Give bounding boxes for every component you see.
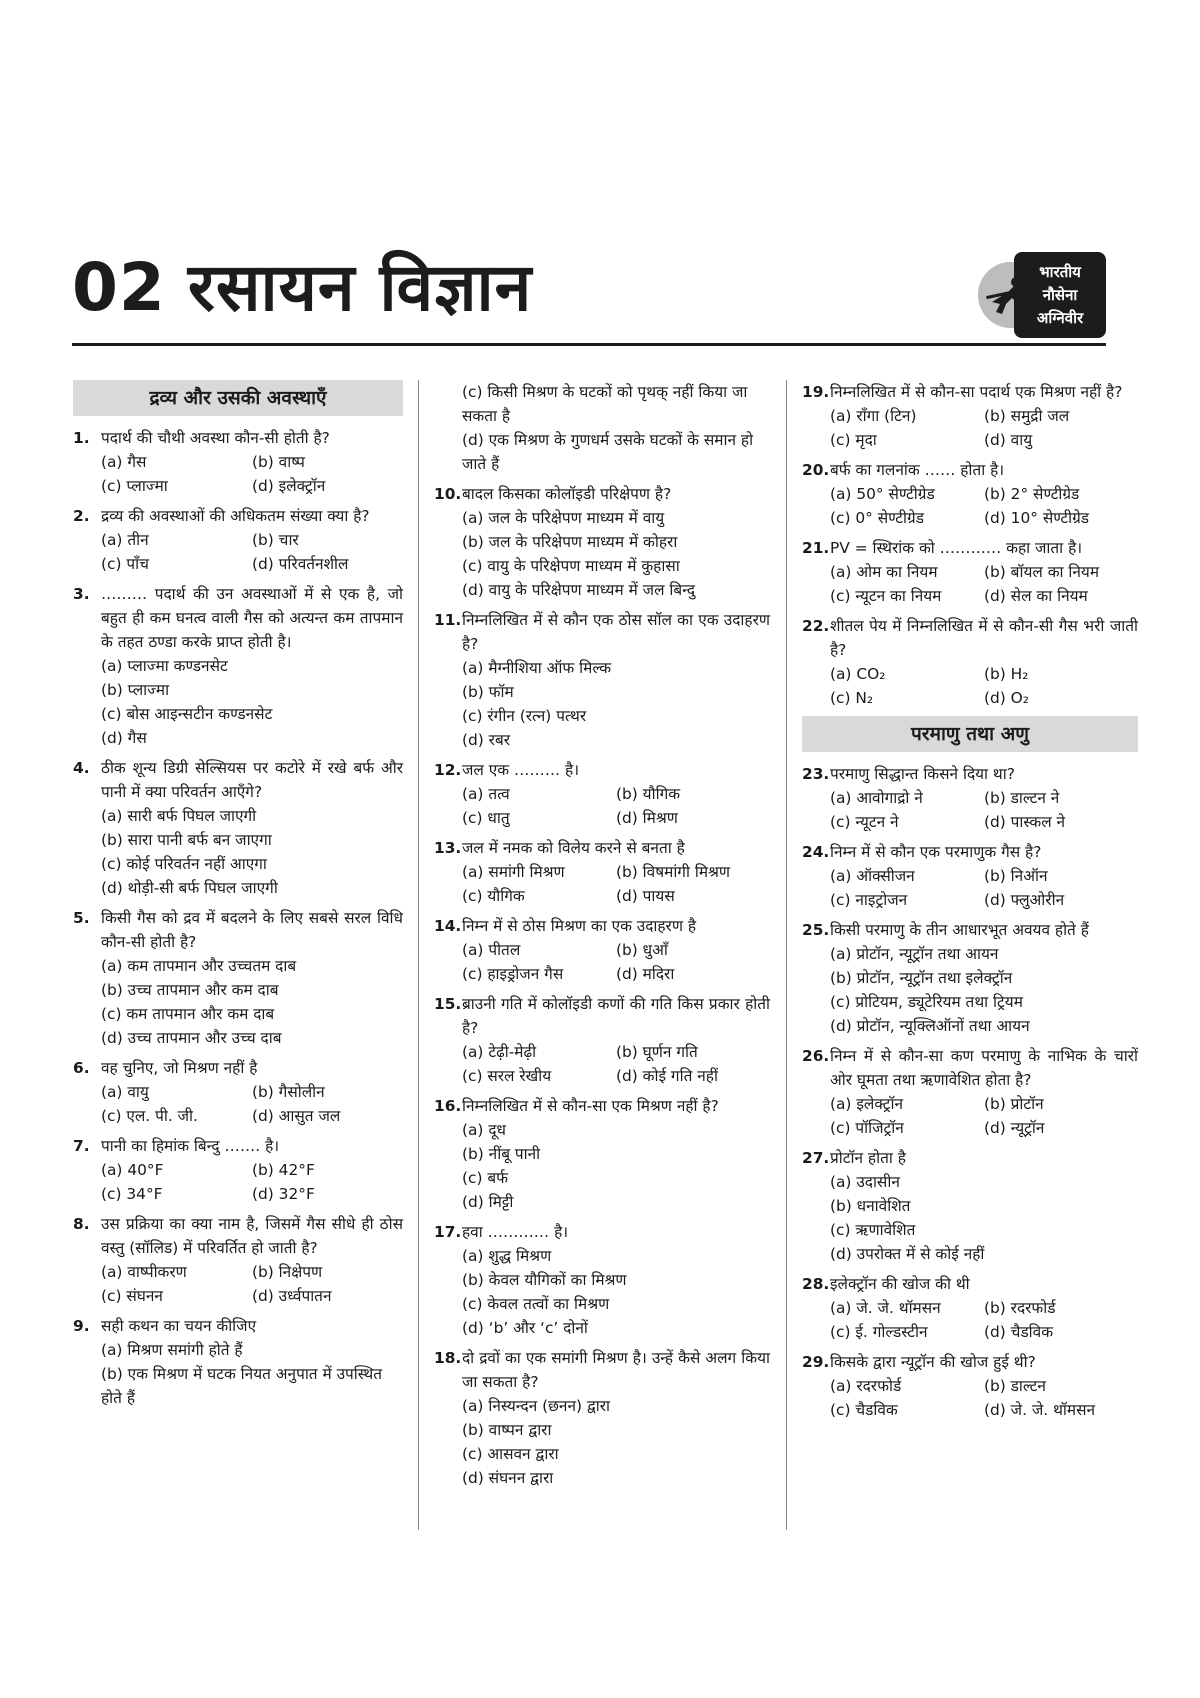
question-text: शीतल पेय में निम्नलिखित में से कौन-सी गैस भरी जाती है? [830,617,1138,659]
option: (c) यौगिक [462,887,525,905]
option-list [101,1158,403,1206]
question-number: 8. [73,1215,90,1233]
option-list [462,656,770,752]
option: (d) आसुत जल [252,1107,341,1125]
question-text: पदार्थ की चौथी अवस्था कौन-सी होती है? [101,429,330,447]
option: (d) संघनन द्वारा [462,1469,554,1487]
option-list [830,1092,1138,1140]
option-list [830,786,1138,834]
option: (c) सरल रेखीय [462,1067,552,1085]
option: (b) धनावेशित [830,1197,911,1215]
question-number: 9. [73,1317,90,1335]
question-item [802,918,1138,1038]
option: (d) 32°F [252,1185,315,1203]
option-row [830,864,1138,888]
question-text: जल में नमक को विलेय करने से बनता है [462,839,685,857]
option-row [830,662,1138,686]
option-list [462,1244,770,1340]
question-item [802,1350,1138,1422]
question-item [73,1134,403,1206]
option: (d) वायु [984,431,1033,449]
option: (c) चैडविक [830,1401,898,1419]
option: (b) बॉयल का नियम [984,563,1100,581]
question-number: 4. [73,759,90,777]
option: (c) संघनन [101,1287,163,1305]
question-text: दो द्रवों का एक समांगी मिश्रण है। उन्हें कैसे अलग किया जा सकता है? [462,1349,770,1391]
option-row [830,482,1138,506]
option: (a) सारी बर्फ पिघल जाएगी [101,807,257,825]
question-number: 19. [802,383,830,401]
option: (a) कम तापमान और उच्चतम दाब [101,957,297,975]
option: (a) 50° सेण्टीग्रेड [830,485,935,503]
option: (c) 34°F [101,1185,163,1203]
question-list [802,762,1138,1422]
option-row [830,1320,1138,1344]
option: (a) उदासीन [830,1173,900,1191]
chapter-header [72,238,1108,348]
option: (a) समांगी मिश्रण [462,863,565,881]
option: (d) उर्ध्वपातन [252,1287,332,1305]
option-row [830,686,1138,710]
option: (b) डाल्टन ने [984,789,1060,807]
question-item [73,1314,403,1410]
question-number: 3. [73,585,90,603]
option-list [462,860,770,908]
option: (a) टेढ़ी-मेढ़ी [462,1043,537,1061]
question-number: 1. [73,429,90,447]
option: (b) धुआँ [616,941,668,959]
question-number: 12. [434,761,462,779]
option-list [462,1040,770,1088]
option: (d) चैडविक [984,1323,1054,1341]
option: (d) गैस [101,729,147,747]
option: (d) न्यूट्रॉन [984,1119,1045,1137]
question-number: 26. [802,1047,830,1065]
question-text: बादल किसका कोलॉइडी परिक्षेपण है? [462,485,672,503]
option: (c) हाइड्रोजन गैस [462,965,564,983]
option-list [830,1170,1138,1266]
option-row [462,782,770,806]
option: (b) जल के परिक्षेपण माध्यम में कोहरा [462,533,678,551]
option: (c) N₂ [830,689,874,707]
option: (d) प्रोटॉन, न्यूक्लिऑनों तथा आयन [830,1017,1030,1035]
option: (a) इलेक्ट्रॉन [830,1095,903,1113]
option: (c) रंगीन (रत्न) पत्थर [462,707,587,725]
option: (b) प्रोटॉन [984,1095,1044,1113]
option-list [462,1118,770,1214]
question-text: सही कथन का चयन कीजिए [101,1317,257,1335]
option-row [830,786,1138,810]
question-number: 16. [434,1097,462,1115]
option-row [830,1296,1138,1320]
question-item [434,914,770,986]
option-list [830,404,1138,452]
option: (c) मृदा [830,431,877,449]
question-item [802,1272,1138,1344]
option: (a) गैस [101,453,147,471]
question-item [802,458,1138,530]
option: (a) रदरफोर्ड [830,1377,902,1395]
option: (c) वायु के परिक्षेपण माध्यम में कुहासा [462,557,680,575]
column-divider [418,380,419,1530]
column-divider [786,380,787,1530]
question-number: 25. [802,921,830,939]
option-list [462,506,770,602]
badge-line-3: अग्निवीर [1036,308,1084,327]
option-row [830,1116,1138,1140]
option-row [101,528,403,552]
option-row [101,474,403,498]
option: (d) इलेक्ट्रॉन [252,477,326,495]
option: (d) सेल का नियम [984,587,1088,605]
question-item [73,582,403,750]
question-continuation [434,380,770,476]
option: (c) ऋणावेशित [830,1221,916,1239]
option: (d) मदिरा [616,965,675,983]
option: (c) ई. गोल्डस्टीन [830,1323,928,1341]
question-item [73,426,403,498]
question-text: PV = स्थिरांक को ………… कहा जाता है। [830,539,1083,557]
option-row [462,1064,770,1088]
question-text: ब्राउनी गति में कोलॉइडी कणों की गति किस प्रकार होती है? [462,995,770,1037]
option: (b) गैसोलीन [252,1083,325,1101]
option: (b) प्रोटॉन, न्यूट्रॉन तथा इलेक्ट्रॉन [830,969,1013,987]
question-item [73,756,403,900]
option: (d) मिट्टी [462,1193,514,1211]
option: (a) तीन [101,531,149,549]
option: (a) वायु [101,1083,149,1101]
option: (d) मिश्रण [616,809,678,827]
option-list [101,654,403,750]
option-row [101,1284,403,1308]
option-row [830,810,1138,834]
question-number: 20. [802,461,830,479]
question-text: द्रव्य की अवस्थाओं की अधिकतम संख्या क्या है? [101,507,370,525]
question-text: प्रोटॉन होता है [830,1149,906,1167]
option: (a) आवोगाद्रो ने [830,789,923,807]
option-list [830,864,1138,912]
question-number: 11. [434,611,462,629]
option: (c) बोस आइन्सटीन कण्डनसेट [101,705,273,723]
option: (d) 10° सेण्टीग्रेड [984,509,1090,527]
option-row [462,962,770,986]
badge-label [1014,252,1106,338]
question-item [73,1212,403,1308]
question-number: 28. [802,1275,830,1293]
question-text: बर्फ का गलनांक …… होता है। [830,461,1005,479]
option: (c) बर्फ [462,1169,509,1187]
option-list [101,1338,403,1410]
option: (a) प्लाज्मा कण्डनसेट [101,657,228,675]
option-row [101,1260,403,1284]
question-text: निम्नलिखित में से कौन-सा एक मिश्रण नहीं है? [462,1097,719,1115]
option: (b) उच्च तापमान और कम दाब [101,981,279,999]
question-number: 21. [802,539,830,557]
question-text: ……… पदार्थ की उन अवस्थाओं में से एक है, जो बहुत ही कम घनत्व वाली गैस को अत्यन्त कम तापमान के तहत ठण्डा करके प्राप्त होती है। [101,585,403,651]
question-number: 17. [434,1223,462,1241]
option: (b) प्लाज्मा [101,681,170,699]
option: (a) निस्यन्दन (छनन) द्वारा [462,1397,611,1415]
option: (c) न्यूटन ने [830,813,899,831]
column-2 [434,380,770,1496]
option: (b) निक्षेपण [252,1263,323,1281]
option: (c) किसी मिश्रण के घटकों को पृथक् नहीं किया जा सकता है [462,383,748,425]
option: (a) 40°F [101,1161,164,1179]
question-number: 10. [434,485,462,503]
option: (b) केवल यौगिकों का मिश्रण [462,1271,627,1289]
option: (b) वाष्प [252,453,305,471]
option: (a) वाष्पीकरण [101,1263,187,1281]
question-item [434,482,770,602]
question-text: इलेक्ट्रॉन की खोज की थी [830,1275,970,1293]
option: (c) 0° सेण्टीग्रेड [830,509,924,527]
question-text: उस प्रक्रिया का क्या नाम है, जिसमें गैस सीधे ही ठोस वस्तु (सॉलिड) में परिवर्तित हो जाती है? [101,1215,403,1257]
option: (b) यौगिक [616,785,681,803]
option: (c) नाइट्रोजन [830,891,908,909]
option-row [830,1374,1138,1398]
option-list [830,662,1138,710]
option-row [830,584,1138,608]
option: (b) 2° सेण्टीग्रेड [984,485,1080,503]
question-item [434,608,770,752]
question-item [434,1220,770,1340]
question-item [434,836,770,908]
question-item [802,762,1138,834]
question-item [802,1146,1138,1266]
option: (c) प्लाज्मा [101,477,168,495]
option: (d) उच्च तापमान और उच्च दाब [101,1029,282,1047]
option: (d) परिवर्तनशील [252,555,349,573]
question-item [802,840,1138,912]
option: (d) उपरोक्त में से कोई नहीं [830,1245,985,1263]
question-text: निम्न में से कौन-सा कण परमाणु के नाभिक के चारों ओर घूमता तथा ऋणावेशित होता है? [830,1047,1138,1089]
badge-line-1: भारतीय [1039,262,1081,281]
question-number: 13. [434,839,462,857]
question-text: निम्न में से कौन एक परमाणुक गैस है? [830,843,1042,861]
option: (b) निऑन [984,867,1048,885]
option-list [101,1080,403,1128]
option: (c) एल. पी. जी. [101,1107,198,1125]
option: (c) प्रोटियम, ड्यूटेरियम तथा ट्रियम [830,993,1023,1011]
question-item [434,1346,770,1490]
chapter-name: रसायन विज्ञान [187,249,533,326]
option: (c) धातु [462,809,510,827]
option: (d) एक मिश्रण के गुणधर्म उसके घटकों के समान हो जाते हैं [462,431,754,473]
question-text: पानी का हिमांक बिन्दु ……. है। [101,1137,280,1155]
question-text: निम्न में से ठोस मिश्रण का एक उदाहरण है [462,917,697,935]
option: (a) CO₂ [830,665,886,683]
option: (d) वायु के परिक्षेपण माध्यम में जल बिन्दु [462,581,696,599]
option-row [830,404,1138,428]
option-list [101,804,403,900]
option: (d) रबर [462,731,511,749]
option-list [462,380,770,476]
section-heading: परमाणु तथा अणु [802,716,1138,752]
option: (a) दूध [462,1121,506,1139]
option: (a) राँगा (टिन) [830,407,917,425]
option: (a) शुद्ध मिश्रण [462,1247,552,1265]
option-list [101,954,403,1050]
question-text: किसके द्वारा न्यूट्रॉन की खोज हुई थी? [830,1353,1036,1371]
option: (b) 42°F [252,1161,315,1179]
option: (c) पाँच [101,555,149,573]
option: (a) प्रोटॉन, न्यूट्रॉन तथा आयन [830,945,999,963]
option: (d) फ्लुओरीन [984,891,1065,909]
column-1 [73,380,403,1416]
question-list [73,426,403,1410]
question-text: वह चुनिए, जो मिश्रण नहीं है [101,1059,258,1077]
option: (d) ‘b’ और ‘c’ दोनों [462,1319,588,1337]
question-number: 7. [73,1137,90,1155]
option-row [101,1182,403,1206]
option: (a) मैग्नीशिया ऑफ मिल्क [462,659,612,677]
option-row [830,1092,1138,1116]
chapter-number: 02 [72,249,166,326]
option: (b) सारा पानी बर्फ बन जाएगा [101,831,272,849]
option-row [101,450,403,474]
option-row [462,860,770,884]
option-list [101,528,403,576]
option: (b) विषमांगी मिश्रण [616,863,731,881]
option-list [830,1296,1138,1344]
question-list [802,380,1138,710]
question-text: किसी गैस को द्रव में बदलने के लिए सबसे सरल विधि कौन-सी होती है? [101,909,403,951]
option: (c) कोई परिवर्तन नहीं आएगा [101,855,267,873]
option: (d) कोई गति नहीं [616,1067,718,1085]
option: (b) वाष्पन द्वारा [462,1421,552,1439]
section-heading: द्रव्य और उसकी अवस्थाएँ [73,380,403,416]
option-list [462,938,770,986]
option: (d) O₂ [984,689,1029,707]
option: (a) जल के परिक्षेपण माध्यम में वायु [462,509,665,527]
option: (c) पॉजिट्रॉन [830,1119,904,1137]
question-number: 18. [434,1349,462,1367]
option: (b) नींबू पानी [462,1145,541,1163]
option: (d) थोड़ी-सी बर्फ पिघल जाएगी [101,879,278,897]
option-list [101,1260,403,1308]
question-number: 23. [802,765,830,783]
question-item [73,906,403,1050]
option: (a) ऑक्सीजन [830,867,915,885]
question-text: जल एक ……… है। [462,761,580,779]
question-text: निम्नलिखित में से कौन एक ठोस सॉल का एक उदाहरण है? [462,611,770,653]
option-list [830,560,1138,608]
option: (a) जे. जे. थॉमसन [830,1299,941,1317]
option: (a) ओम का नियम [830,563,938,581]
question-number: 5. [73,909,90,927]
question-item [802,1044,1138,1140]
option-list [462,1394,770,1490]
option-row [101,1158,403,1182]
option: (b) समुद्री जल [984,407,1070,425]
column-3 [802,380,1138,1428]
option: (b) डाल्टन [984,1377,1046,1395]
option-row [830,560,1138,584]
question-item [802,380,1138,452]
badge-line-2: नौसेना [1042,285,1078,304]
option-row [830,888,1138,912]
option-list [830,942,1138,1038]
option-row [101,1104,403,1128]
question-item [802,536,1138,608]
question-number: 22. [802,617,830,635]
option-row [462,938,770,962]
chapter-title [72,238,532,338]
option: (c) केवल तत्वों का मिश्रण [462,1295,610,1313]
option: (a) तत्व [462,785,510,803]
question-item [434,992,770,1088]
option: (b) घूर्णन गति [616,1043,698,1061]
question-text: किसी परमाणु के तीन आधारभूत अवयव होते हैं [830,921,1089,939]
question-number: 6. [73,1059,90,1077]
question-item [434,758,770,830]
option-row [462,1040,770,1064]
question-text: निम्नलिखित में से कौन-सा पदार्थ एक मिश्रण नहीं है? [830,383,1123,401]
option: (b) रदरफोर्ड [984,1299,1056,1317]
option: (d) पास्कल ने [984,813,1066,831]
question-text: ठीक शून्य डिग्री सेल्सियस पर कटोरे में रखे बर्फ और पानी में क्या परिवर्तन आएँगे? [101,759,403,801]
question-number: 29. [802,1353,830,1371]
option-row [830,1398,1138,1422]
option: (c) आसवन द्वारा [462,1445,559,1463]
question-item [802,614,1138,710]
question-number: 27. [802,1149,830,1167]
option: (b) एक मिश्रण में घटक नियत अनुपात में उपस्थित होते हैं [101,1365,383,1407]
header-divider [72,343,1106,346]
option-row [462,806,770,830]
option: (b) फॉम [462,683,514,701]
question-list [434,482,770,1490]
question-number: 15. [434,995,462,1013]
option-row [830,428,1138,452]
option: (d) पायस [616,887,675,905]
option: (a) पीतल [462,941,521,959]
question-number: 2. [73,507,90,525]
question-number: 24. [802,843,830,861]
option-list [830,1374,1138,1422]
option: (a) मिश्रण समांगी होते हैं [101,1341,243,1359]
question-text: परमाणु सिद्धान्त किसने दिया था? [830,765,1015,783]
option: (c) न्यूटन का नियम [830,587,942,605]
option-row [830,506,1138,530]
question-number: 14. [434,917,462,935]
option-row [462,884,770,908]
question-text: हवा ………… है। [462,1223,569,1241]
option-row [101,552,403,576]
option-list [101,450,403,498]
question-item [73,1056,403,1128]
option-list [462,782,770,830]
option-list [830,482,1138,530]
question-item [73,504,403,576]
option-row [101,1080,403,1104]
option: (d) जे. जे. थॉमसन [984,1401,1096,1419]
question-item [434,1094,770,1214]
option: (c) कम तापमान और कम दाब [101,1005,275,1023]
option: (b) H₂ [984,665,1029,683]
option: (b) चार [252,531,299,549]
agniveer-badge [978,252,1112,338]
